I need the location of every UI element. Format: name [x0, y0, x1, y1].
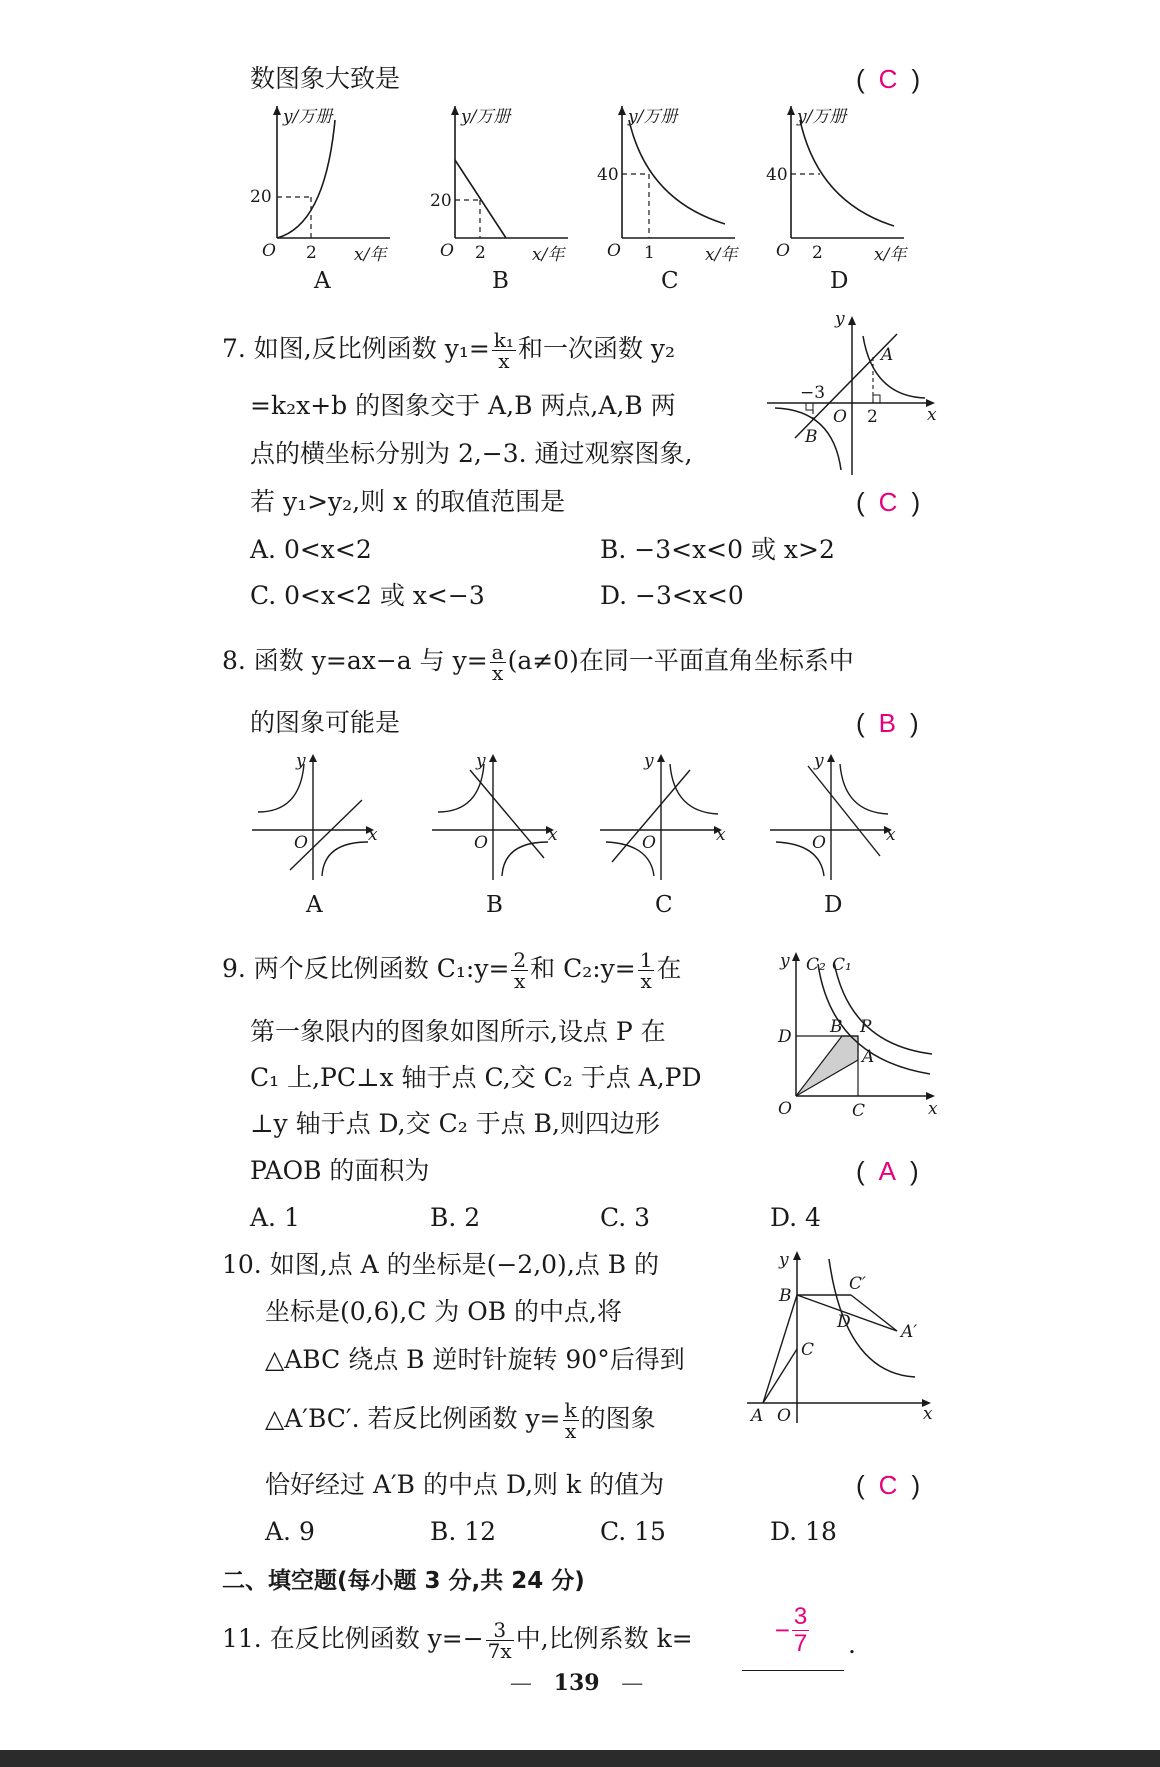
q8-label-a: A — [306, 892, 323, 918]
q10-fig-d: D — [837, 1312, 851, 1332]
q6-label-c: C — [661, 268, 679, 294]
q9-fig-a: A — [862, 1047, 875, 1067]
q7-line3: 点的横坐标分别为 2,−3. 通过观察图象, — [250, 439, 693, 468]
q7-answer-paren: ( C ) — [856, 487, 921, 517]
q8d-y: y — [814, 751, 824, 771]
q9-fig-b: B — [830, 1017, 843, 1037]
q10-option-c: C. 15 — [600, 1517, 666, 1546]
q9-fig-x: x — [928, 1099, 938, 1119]
q6c-origin: O — [607, 241, 621, 261]
q9-line5: PAOB 的面积为 — [250, 1156, 430, 1185]
q6d-ylabel: y/万册 — [797, 107, 847, 127]
q7-fig-y: y — [835, 309, 845, 329]
q7-line2: =k₂x+b 的图象交于 A,B 两点,A,B 两 — [250, 391, 676, 420]
q6a-xlabel: x/年 — [354, 245, 387, 265]
q11-period: . — [848, 1630, 856, 1659]
q6-graph-b — [428, 100, 578, 265]
q9-option-d: D. 4 — [770, 1203, 821, 1232]
q10-fig-y: y — [779, 1250, 789, 1270]
bottom-bar — [0, 1750, 1160, 1767]
q8b-o: O — [474, 833, 488, 853]
q6-graph-a — [250, 100, 400, 265]
q9-line1: 9. 两个反比例函数 C₁:y= $\frac{2}{x}$ 和 C₂:y= $\frac{1}{x}$ 在 — [222, 948, 682, 993]
q6d-xlabel: x/年 — [874, 245, 907, 265]
q10-answer-paren: ( C ) — [856, 1470, 921, 1500]
q9-fig-c1: C₁ — [832, 955, 852, 975]
q6-answer: C — [878, 64, 898, 94]
q10-fig-a-prime: A′ — [901, 1322, 918, 1342]
q6b-ylabel: y/万册 — [461, 107, 511, 127]
q10-fig-c: C — [801, 1340, 815, 1360]
q8-label-d: D — [824, 892, 843, 918]
q10-figure — [745, 1245, 945, 1430]
q9-fig-p: P — [860, 1017, 872, 1037]
q7-figure — [765, 310, 945, 480]
q10-line1: 10. 如图,点 A 的坐标是(−2,0),点 B 的 — [222, 1250, 660, 1279]
q8c-x: x — [716, 825, 726, 845]
q9-fig-c: C — [852, 1101, 866, 1121]
q7-option-b: B. −3<x<0 或 x>2 — [600, 535, 835, 564]
section-2-title: 二、填空题(每小题 3 分,共 24 分) — [222, 1568, 585, 1594]
q6-graph-d — [764, 100, 914, 265]
q8-graph-c — [598, 750, 733, 885]
q6a-ytick: 20 — [250, 187, 272, 207]
q9-option-a: A. 1 — [250, 1203, 300, 1232]
q8-label-c: C — [655, 892, 673, 918]
q8-graph-b — [430, 750, 565, 885]
q10-option-a: A. 9 — [265, 1517, 315, 1546]
q9-line3: C₁ 上,PC⊥x 轴于点 C,交 C₂ 于点 A,PD — [250, 1063, 702, 1092]
q8-answer: B — [878, 708, 897, 738]
q9-line4: ⊥y 轴于点 D,交 C₂ 于点 B,则四边形 — [250, 1109, 660, 1138]
q6-answer-paren: ( C ) — [856, 64, 921, 94]
q8a-o: O — [294, 833, 308, 853]
q7-fig-x: x — [927, 405, 937, 425]
q9-fig-d: D — [778, 1027, 792, 1047]
q6d-xtick: 2 — [812, 243, 823, 263]
q11-line: 11. 在反比例函数 y=− $\frac{3}{7x}$ 中,比例系数 k= — [222, 1618, 693, 1663]
q9-answer: A — [878, 1156, 897, 1186]
q9-line2: 第一象限内的图象如图所示,设点 P 在 — [250, 1017, 666, 1046]
q10-answer: C — [878, 1470, 898, 1500]
q6-graph-c — [595, 100, 745, 265]
q11-answer-fraction: $\frac{3}{7}$ — [793, 1603, 808, 1657]
q9-fig-o: O — [778, 1099, 792, 1119]
q7-line4: 若 y₁>y₂,则 x 的取值范围是 — [250, 487, 566, 516]
q6d-origin: O — [776, 241, 790, 261]
q8d-x: x — [886, 825, 896, 845]
q10-line2: 坐标是(0,6),C 为 OB 的中点,将 — [265, 1297, 622, 1326]
q7-line1: 7. 如图,反比例函数 y₁= $\frac{\text{k₁}}{x}$ 和一次函数 y₂ — [222, 328, 676, 373]
q9-figure — [770, 948, 945, 1123]
q7-fig-a: A — [881, 345, 894, 365]
q9-option-b: B. 2 — [430, 1203, 481, 1232]
q7-answer: C — [878, 487, 898, 517]
q9-answer-paren: ( A ) — [856, 1156, 919, 1186]
q7-fig-b: B — [805, 427, 818, 447]
q8-graph-d — [768, 750, 903, 885]
q6b-xlabel: x/年 — [532, 245, 565, 265]
q6a-xtick: 2 — [306, 243, 317, 263]
q7-fig-o: O — [833, 407, 847, 427]
q9-fig-y: y — [780, 951, 790, 971]
q8b-x: x — [548, 825, 558, 845]
q8c-y: y — [644, 751, 654, 771]
q10-fig-b: B — [779, 1286, 792, 1306]
q9-option-c: C. 3 — [600, 1203, 651, 1232]
q8-label-b: B — [486, 892, 503, 918]
q6d-ytick: 40 — [766, 165, 788, 185]
q8b-y: y — [476, 751, 486, 771]
q11-answer-sign: − — [774, 1615, 790, 1645]
q8a-y: y — [296, 751, 306, 771]
q10-line3: △ABC 绕点 B 逆时针旋转 90°后得到 — [265, 1345, 685, 1374]
q8c-o: O — [642, 833, 656, 853]
q6c-ytick: 40 — [597, 165, 619, 185]
q6-label-d: D — [830, 268, 849, 294]
q10-line4: △A′BC′. 若反比例函数 y= $\frac{k}{x}$ 的图象 — [265, 1398, 656, 1443]
q8-graph-a — [250, 750, 385, 885]
q7-fig-neg3: −3 — [800, 383, 826, 403]
q6-label-b: B — [492, 268, 509, 294]
q10-option-b: B. 12 — [430, 1517, 497, 1546]
q6c-xlabel: x/年 — [705, 245, 738, 265]
q6b-origin: O — [440, 241, 454, 261]
q6-stem-tail: 数图象大致是 — [250, 64, 401, 93]
q6c-ylabel: y/万册 — [628, 107, 678, 127]
q10-fig-o: O — [777, 1406, 791, 1426]
q8-line2: 的图象可能是 — [250, 708, 401, 737]
q8-line1: 8. 函数 y=ax−a 与 y= $\frac{a}{x}$ (a≠0)在同一平面直角坐标系中 — [222, 640, 854, 685]
q8-answer-paren: ( B ) — [856, 708, 919, 738]
q6c-xtick: 1 — [644, 243, 655, 263]
q10-fig-c-prime: C′ — [849, 1274, 866, 1294]
q8d-o: O — [812, 833, 826, 853]
q6a-ylabel: y/万册 — [283, 107, 333, 127]
page-number: — 139 — — [510, 1670, 644, 1696]
q10-fig-x: x — [923, 1404, 933, 1424]
q6b-ytick: 20 — [430, 191, 452, 211]
q7-option-a: A. 0<x<2 — [250, 535, 372, 564]
q6-label-a: A — [314, 268, 331, 294]
q7-option-c: C. 0<x<2 或 x<−3 — [250, 581, 485, 610]
q6b-xtick: 2 — [475, 243, 486, 263]
q10-fig-a: A — [751, 1406, 764, 1426]
q11-answer-blank[interactable] — [742, 1604, 844, 1671]
q6a-origin: O — [262, 241, 276, 261]
q9-fig-c2: C₂ — [806, 955, 826, 975]
q7-option-d: D. −3<x<0 — [600, 581, 744, 610]
q8a-x: x — [368, 825, 378, 845]
q7-fig-two: 2 — [867, 407, 878, 427]
q10-line5: 恰好经过 A′B 的中点 D,则 k 的值为 — [265, 1470, 665, 1499]
q10-option-d: D. 18 — [770, 1517, 837, 1546]
